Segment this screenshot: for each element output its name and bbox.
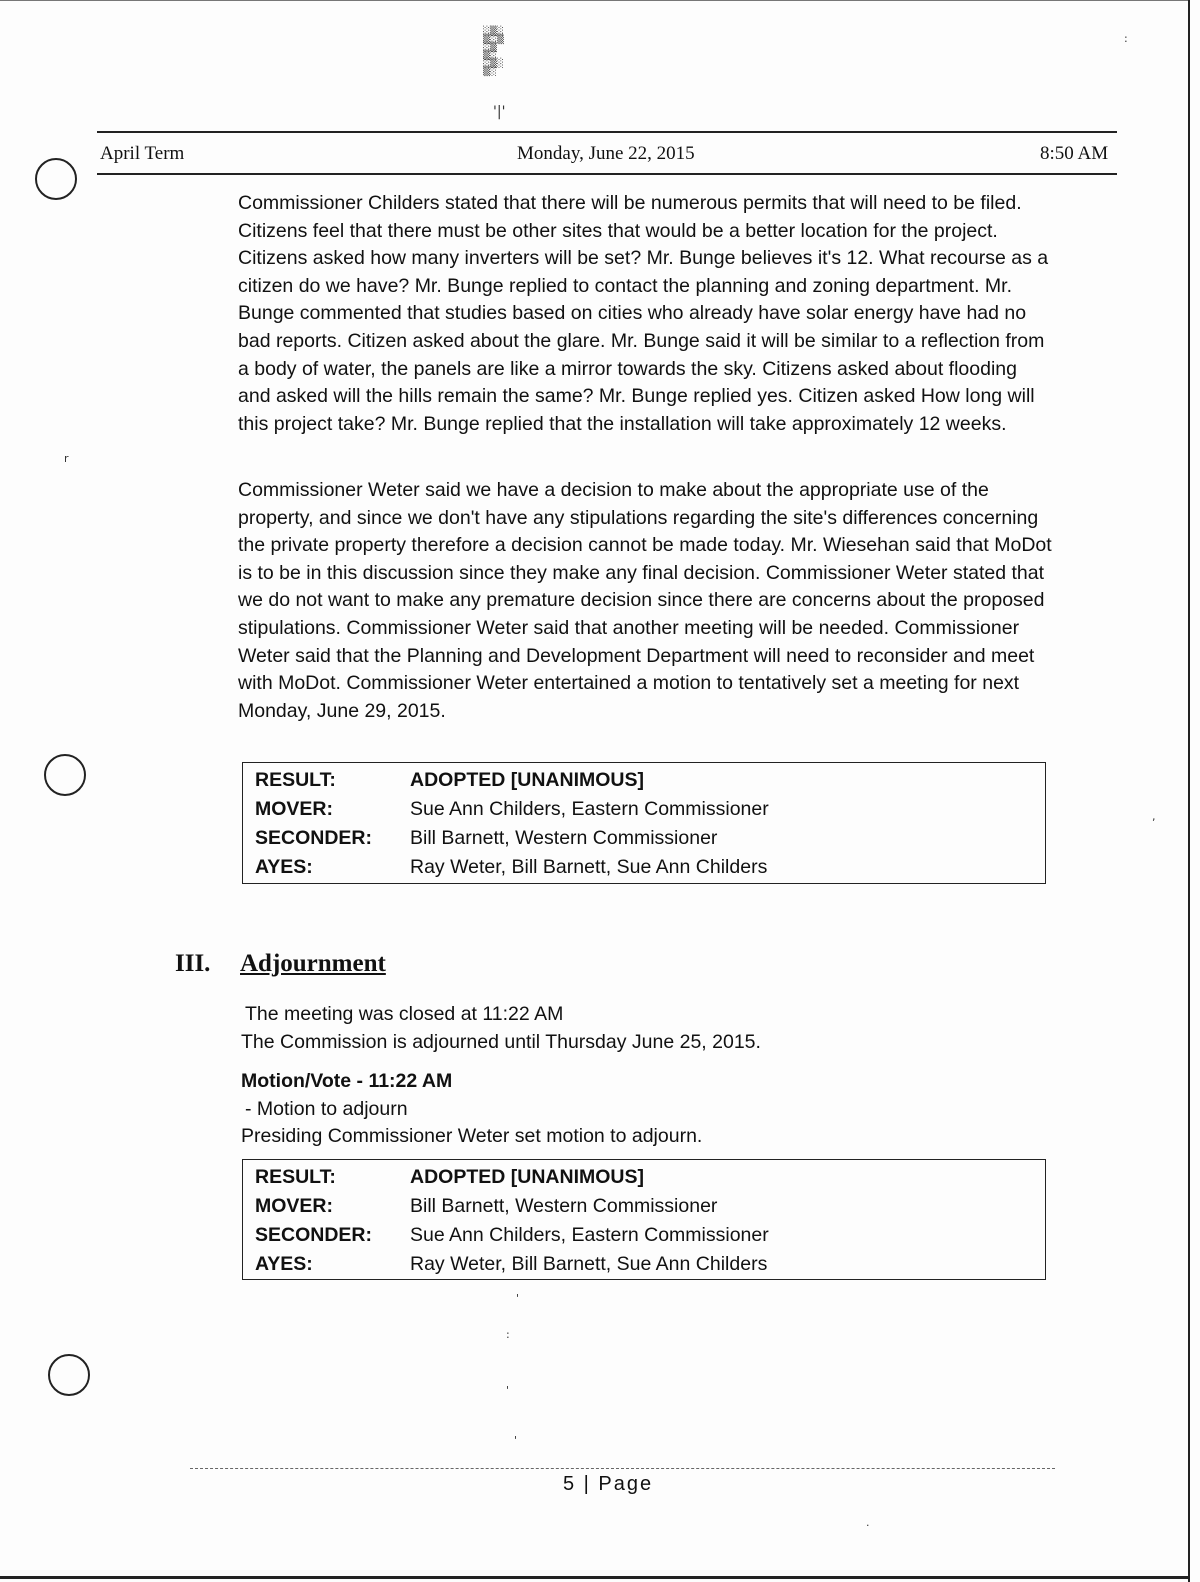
vote-row-ayes xyxy=(255,1250,1045,1279)
footer-rule xyxy=(190,1468,1055,1469)
paragraph-decision-discussion: Commissioner Weter said we have a decision to make about the appropriate use of the property, and since we don't have any stipulations regarding the site's differences concerning the private property therefore a decision cannot be made today. Mr. Wiesehan said that MoDot is to be in this discussion since they make any final decision. Commissioner Weter stated that we do not want to make any premature decision since there are concerns about the proposed stipulations. Commissioner Weter said that another meeting will be needed. Commissioner Weter said that the Planning and Development Department will need to reconsider and meet with MoDot. Commissioner Weter entertained a motion to tentatively set a meeting for next Monday, June 29, 2015. xyxy=(238,479,1052,722)
result-value: ADOPTED [UNANIMOUS] xyxy=(410,769,644,791)
adjourn-vote-result-table xyxy=(242,1159,1046,1280)
vote-row-ayes xyxy=(255,853,1045,882)
paragraph-citizen-questions: Commissioner Childers stated that there will be numerous permits that will need to be filed. Citizens feel that there must be other sites that would be a better location for the project. Citizens asked how many inverters will be set? Mr. Bunge believes it's 12. What recourse as a citizen do we have? Mr. Bunge replied to contact the planning and zoning department. Mr. Bunge commented that studies based on cities who already have solar energy have had no bad reports. Citizen asked about the glare. Mr. Bunge said it will be similar to a reflection from a body of water, the panels are like a mirror towards the sky. Citizens asked about flooding and asked will the hills remain the same? Mr. Bunge replied yes. Citizen asked How long will this project take? Mr. Bunge replied that the installation will take approximately 12 weeks. xyxy=(238,192,1049,435)
scan-smudge-top: ░▒░ ▒░▒ ░▒ ▒░ ░▒░ ▒░ xyxy=(483,27,504,77)
ayes-value: Ray Weter, Bill Barnett, Sue Ann Childers xyxy=(410,856,768,878)
ayes-value: Ray Weter, Bill Barnett, Sue Ann Childers xyxy=(410,1253,768,1275)
page-number: 5 | Page xyxy=(563,1473,654,1495)
punch-hole-top xyxy=(35,158,77,200)
section-number: III. xyxy=(175,950,211,977)
page-bottom-edge xyxy=(0,1576,1190,1579)
vote-result-table xyxy=(242,762,1046,884)
motion-item: - Motion to adjourn xyxy=(245,1098,408,1120)
header-bottom-rule xyxy=(97,173,1117,175)
vote-row-mover xyxy=(255,1192,1045,1221)
ayes-label: AYES: xyxy=(255,856,313,878)
seconder-value: Sue Ann Childers, Eastern Commissioner xyxy=(410,1224,769,1246)
page-right-edge xyxy=(1188,0,1190,1582)
scan-dot: ' xyxy=(506,1384,510,1397)
header-top-rule xyxy=(97,131,1117,133)
header-term: April Term xyxy=(100,143,185,164)
seconder-label: SECONDER: xyxy=(255,1224,373,1246)
header-time: 8:50 AM xyxy=(1040,143,1109,164)
mover-label: MOVER: xyxy=(255,798,333,820)
scan-dot: r xyxy=(64,452,69,465)
section-title: Adjournment xyxy=(240,950,386,977)
scan-dot: , xyxy=(1152,810,1156,823)
scan-dot: . xyxy=(866,1516,870,1529)
punch-hole-bottom xyxy=(48,1354,90,1396)
adjourned-until-text: The Commission is adjourned until Thursday June 25, 2015. xyxy=(241,1031,761,1053)
meeting-closed-text: The meeting was closed at 11:22 AM xyxy=(245,1003,564,1025)
vote-row-mover xyxy=(255,795,1045,824)
vote-row-seconder xyxy=(255,824,1045,853)
ayes-label: AYES: xyxy=(255,1253,313,1275)
vote-row-result xyxy=(255,766,1045,795)
mover-value: Sue Ann Childers, Eastern Commissioner xyxy=(410,798,769,820)
vote-row-result xyxy=(255,1163,1045,1192)
mover-label: MOVER: xyxy=(255,1195,333,1217)
seconder-value: Bill Barnett, Western Commissioner xyxy=(410,827,718,849)
scan-mark: '|' xyxy=(493,104,506,120)
scan-dot: ' xyxy=(514,1434,518,1447)
scan-dot: ' xyxy=(516,1292,520,1305)
page-top-edge xyxy=(0,0,1190,1)
motion-vote-heading: Motion/Vote - 11:22 AM xyxy=(241,1070,453,1092)
result-value: ADOPTED [UNANIMOUS] xyxy=(410,1166,644,1188)
punch-hole-middle xyxy=(44,754,86,796)
vote-row-seconder xyxy=(255,1221,1045,1250)
scan-dot: : xyxy=(506,1328,510,1341)
result-label: RESULT: xyxy=(255,1166,336,1188)
motion-text: Presiding Commissioner Weter set motion to adjourn. xyxy=(241,1125,703,1147)
header-date: Monday, June 22, 2015 xyxy=(517,143,695,164)
result-label: RESULT: xyxy=(255,769,336,791)
mover-value: Bill Barnett, Western Commissioner xyxy=(410,1195,718,1217)
scan-dot: : xyxy=(1124,32,1128,45)
seconder-label: SECONDER: xyxy=(255,827,373,849)
